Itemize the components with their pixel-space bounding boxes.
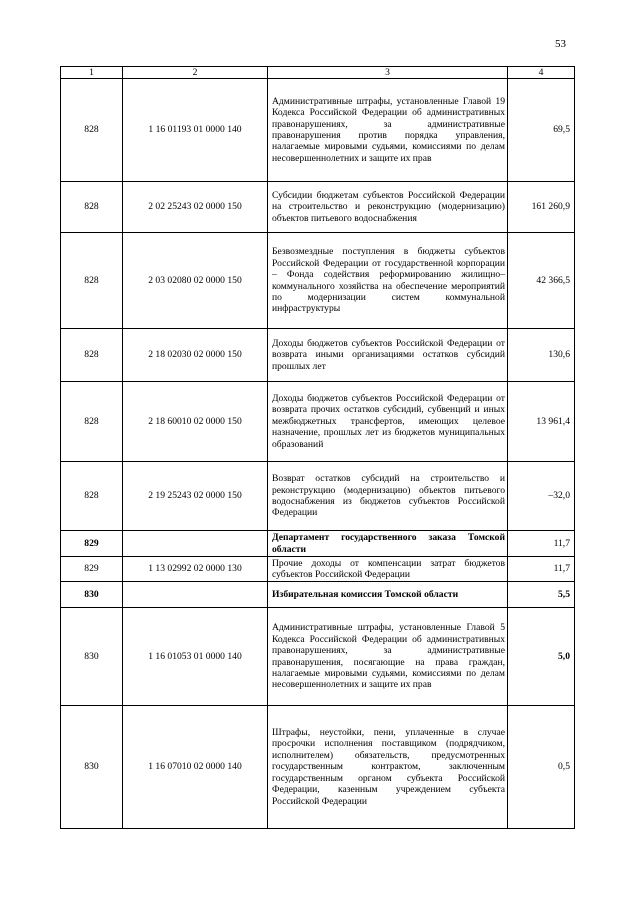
amount-cell: 13 961,4 — [508, 382, 575, 462]
admin-code-cell: 828 — [61, 233, 123, 329]
amount-cell: 0,5 — [508, 706, 575, 829]
section-title-cell: Департамент государственного заказа Томской области — [268, 531, 508, 557]
budget-code-cell: 1 16 07010 02 0000 140 — [123, 706, 268, 829]
description-cell: Административные штрафы, установленные Главой 5 Кодекса Российской Федерации об административных правонарушениях, за административные правонарушения, посягающие на права граждан, налагаемые мировыми судьями, комиссиями по делам несовершеннолетних и защите их прав — [268, 608, 508, 706]
budget-code-cell: 1 13 02992 02 0000 130 — [123, 557, 268, 582]
budget-code-cell — [123, 531, 268, 557]
amount-cell: 11,7 — [508, 557, 575, 582]
header-cell-3: 3 — [268, 67, 508, 79]
admin-code-cell: 828 — [61, 182, 123, 233]
section-header-row — [61, 582, 575, 608]
description-cell: Прочие доходы от компенсации затрат бюджетов субъектов Российской Федерации — [268, 557, 508, 582]
description-cell: Возврат остатков субсидий на строительство и реконструкцию (модернизацию) объектов питьевого водоснабжения из бюджетов субъектов Российской Федерации — [268, 462, 508, 531]
section-header-row — [61, 531, 575, 557]
amount-cell: 11,7 — [508, 531, 575, 557]
admin-code-cell: 830 — [61, 582, 123, 608]
table-row — [61, 382, 575, 462]
table-row — [61, 233, 575, 329]
amount-cell: 69,5 — [508, 79, 575, 182]
admin-code-cell: 828 — [61, 329, 123, 382]
table-row — [61, 462, 575, 531]
description-cell: Доходы бюджетов субъектов Российской Федерации от возврата прочих остатков субсидий, субвенций и иных межбюджетных трансфертов, имеющих целевое назначение, прошлых лет из бюджетов муниципальных образований — [268, 382, 508, 462]
budget-code-cell: 2 02 25243 02 0000 150 — [123, 182, 268, 233]
table-row — [61, 608, 575, 706]
amount-cell: 5,5 — [508, 582, 575, 608]
budget-code-cell: 2 03 02080 02 0000 150 — [123, 233, 268, 329]
header-cell-2: 2 — [123, 67, 268, 79]
amount-cell: 161 260,9 — [508, 182, 575, 233]
admin-code-cell: 828 — [61, 382, 123, 462]
budget-code-cell — [123, 582, 268, 608]
admin-code-cell: 830 — [61, 706, 123, 829]
admin-code-cell: 828 — [61, 462, 123, 531]
table-header-row — [61, 67, 575, 79]
amount-cell: –32,0 — [508, 462, 575, 531]
table-row — [61, 706, 575, 829]
admin-code-cell: 829 — [61, 531, 123, 557]
description-cell: Административные штрафы, установленные Главой 19 Кодекса Российской Федерации об административных правонарушениях, за административные правонарушения против порядка управления, налагаемые мировыми судьями, комиссиями по делам несовершеннолетних и защите их прав — [268, 79, 508, 182]
budget-code-cell: 2 18 60010 02 0000 150 — [123, 382, 268, 462]
admin-code-cell: 830 — [61, 608, 123, 706]
amount-cell: 130,6 — [508, 329, 575, 382]
table-row — [61, 79, 575, 182]
budget-code-cell: 2 18 02030 02 0000 150 — [123, 329, 268, 382]
page-number: 53 — [555, 38, 566, 50]
description-cell: Безвозмездные поступления в бюджеты субъектов Российской Федерации от государственной корпорации – Фонда содействия реформированию жилищно–коммунального хозяйства на обеспечение мероприятий по модернизации систем коммунальной инфраструктуры — [268, 233, 508, 329]
table-row — [61, 329, 575, 382]
amount-cell: 42 366,5 — [508, 233, 575, 329]
header-cell-1: 1 — [61, 67, 123, 79]
description-cell: Доходы бюджетов субъектов Российской Федерации от возврата иными организациями остатков субсидий прошлых лет — [268, 329, 508, 382]
admin-code-cell: 829 — [61, 557, 123, 582]
table-row — [61, 557, 575, 582]
amount-cell: 5,0 — [508, 608, 575, 706]
revenue-table — [60, 66, 575, 829]
description-cell: Штрафы, неустойки, пени, уплаченные в случае просрочки исполнения поставщиком (подрядчиком, исполнителем) обязательств, предусмотренных государственным контрактом, заключенным государственным органом субъекта Российской Федерации, казенным учреждением субъекта Российской Федерации — [268, 706, 508, 829]
admin-code-cell: 828 — [61, 79, 123, 182]
header-cell-4: 4 — [508, 67, 575, 79]
table-row — [61, 182, 575, 233]
budget-code-cell: 2 19 25243 02 0000 150 — [123, 462, 268, 531]
description-cell: Субсидии бюджетам субъектов Российской Федерации на строительство и реконструкцию (модернизацию) объектов питьевого водоснабжения — [268, 182, 508, 233]
budget-code-cell: 1 16 01053 01 0000 140 — [123, 608, 268, 706]
section-title-cell: Избирательная комиссия Томской области — [268, 582, 508, 608]
budget-code-cell: 1 16 01193 01 0000 140 — [123, 79, 268, 182]
